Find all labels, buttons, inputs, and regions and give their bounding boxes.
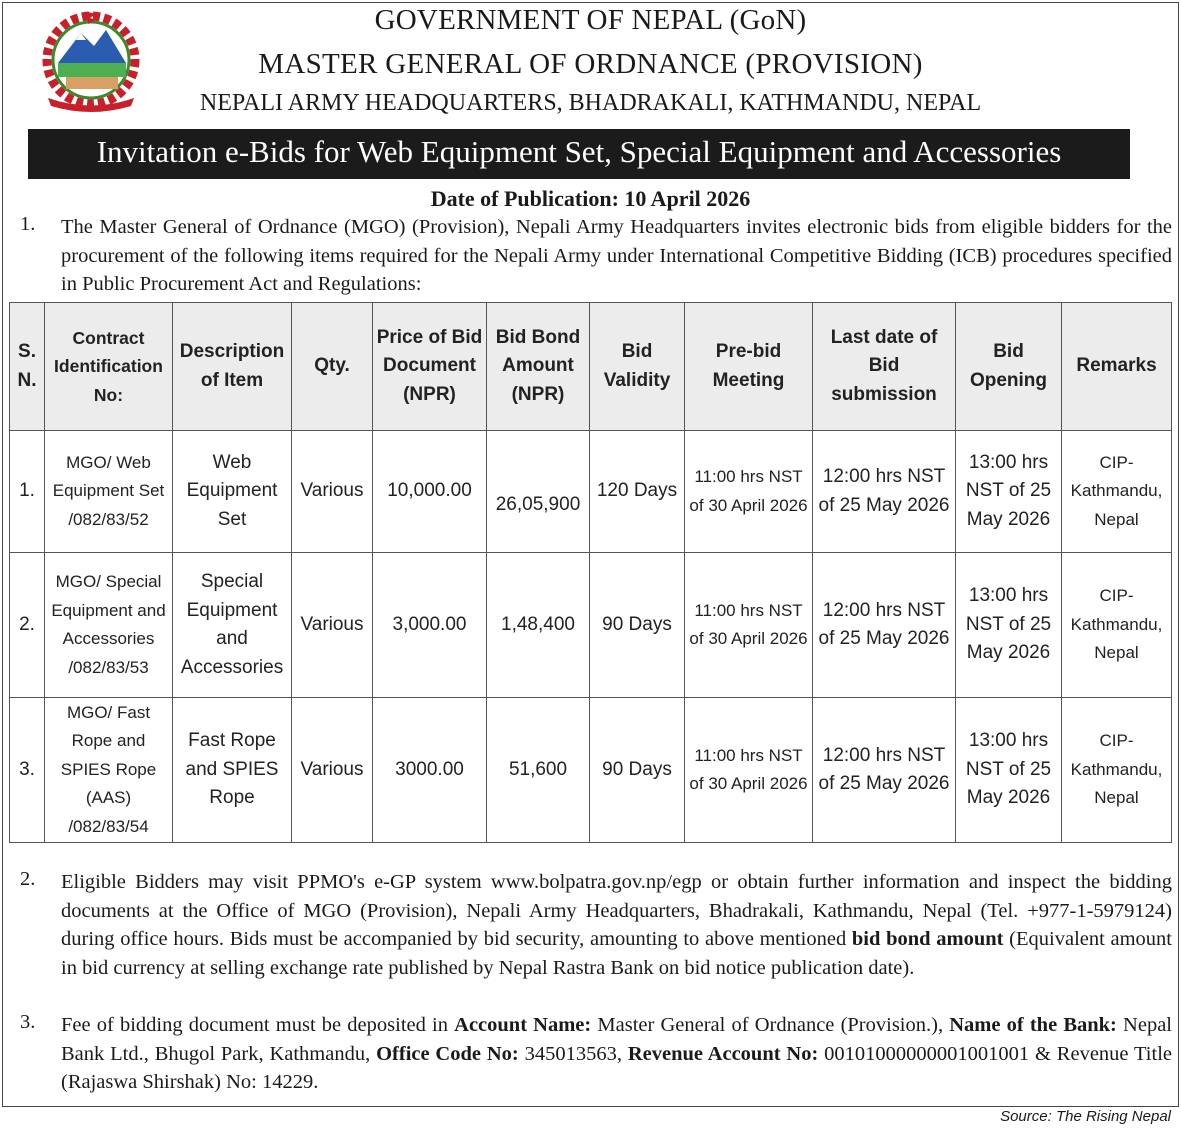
publication-date: Date of Publication: 10 April 2026 [430,186,751,211]
cell-validity: 90 Days [590,698,685,843]
col-remarks: Remarks [1062,303,1172,431]
account-name-value: Master General of Ordnance (Provision.), [591,1014,950,1036]
cell-price: 10,000.00 [373,431,487,553]
para-3-text: Fee of bidding document must be deposited in [61,1014,455,1036]
cell-price: 3,000.00 [373,553,487,698]
cell-prebid: 11:00 hrs NST of 30 April 2026 [685,553,813,698]
source-credit: Source: The Rising Nepal [1000,1108,1171,1125]
table-row [10,431,1172,553]
para-3-number: 3. [20,1011,36,1033]
cell-remarks: CIP-Kathmandu, Nepal [1062,553,1172,698]
col-last-date: Last date of Bid submission [813,303,956,431]
cell-description: Fast Rope and SPIES Rope [173,698,292,843]
para-2-bold: bid bond amount [851,928,1004,950]
col-sn: S. N. [10,303,45,431]
cell-price: 3000.00 [373,698,487,843]
cell-opening: 13:00 hrs NST of 25 May 2026 [956,431,1062,553]
para-1-number: 1. [20,213,36,235]
cell-last-date: 12:00 hrs NST of 25 May 2026 [813,431,956,553]
cell-qty: Various [292,431,373,553]
para-2-number: 2. [20,868,36,890]
col-prebid: Pre-bid Meeting [685,303,813,431]
para-2-text: Eligible Bidders may visit PPMO's e-GP system www.bolpatra.gov.np/egp or obtain further information and inspect the bidding documents at the Office of MGO (Provision), Nepali Army Headquarters, Bhadrakali, Kathmandu, Nepal (Tel. +977-1-5979124) during office hours. Bids must be accompanied by bid security, amounting to above mentioned [61,871,1172,950]
col-validity: Bid Validity [590,303,685,431]
cell-contract-id: MGO/ Web Equipment Set /082/83/52 [45,431,173,553]
cell-bid-bond: 51,600 [487,698,590,843]
cell-prebid: 11:00 hrs NST of 30 April 2026 [685,698,813,843]
cell-remarks: CIP-Kathmandu, Nepal [1062,431,1172,553]
cell-validity: 120 Days [590,431,685,553]
cell-contract-id: MGO/ Fast Rope and SPIES Rope (AAS) /082/83/54 [45,698,173,843]
revenue-account-value: 00101000000001001001 & Revenue Title (Rajaswa Shirshak) No: 14229. [61,1042,1172,1093]
title-banner: Invitation e-Bids for Web Equipment Set, Special Equipment and Accessories [28,129,1130,179]
cell-sn: 3. [10,698,45,843]
header-address: NEPALI ARMY HEADQUARTERS, BHADRAKALI, KATHMANDU, NEPAL [199,90,982,116]
cell-qty: Various [292,553,373,698]
header-government: GOVERNMENT OF NEPAL (GoN) [374,4,807,36]
header-mgo: MASTER GENERAL OF ORDNANCE (PROVISION) [258,48,923,80]
bank-name-label: Name of the Bank: [949,1014,1117,1036]
table-header-row [10,303,1172,431]
cell-qty: Various [292,698,373,843]
office-code-value: 345013563, [518,1042,628,1065]
cell-description: Special Equipment and Accessories [173,553,292,698]
cell-sn: 2. [10,553,45,698]
bid-table [9,302,1172,843]
cell-contract-id: MGO/ Special Equipment and Accessories /082/83/53 [45,553,173,698]
para-3 [61,1011,1172,1097]
para-2 [61,868,1172,982]
cell-last-date: 12:00 hrs NST of 25 May 2026 [813,553,956,698]
cell-validity: 90 Days [590,553,685,698]
cell-bid-bond: 26,05,900 [487,431,590,553]
cell-opening: 13:00 hrs NST of 25 May 2026 [956,553,1062,698]
account-name-label: Account Name: [454,1014,592,1036]
para-1: The Master General of Ordnance (MGO) (Provision), Nepali Army Headquarters invites electronic bids from eligible bidders for the procurement of the following items required for the Nepali Army under International Competitive Bidding (ICB) procedures specified in Public Procurement Act and Regulations: [61,216,1172,295]
cell-description: Web Equipment Set [173,431,292,553]
cell-last-date: 12:00 hrs NST of 25 May 2026 [813,698,956,843]
col-price: Price of Bid Document (NPR) [373,303,487,431]
cell-opening: 13:00 hrs NST of 25 May 2026 [956,698,1062,843]
col-qty: Qty. [292,303,373,431]
para-2-text-end: (Equivalent amount in bid currency at selling exchange rate published by Nepal Rastra Bank on bid notice publication date). [61,928,1172,979]
col-opening: Bid Opening [956,303,1062,431]
col-description: Description of Item [173,303,292,431]
cell-remarks: CIP-Kathmandu, Nepal [1062,698,1172,843]
col-contract-id: Contract Identification No: [45,303,173,431]
cell-sn: 1. [10,431,45,553]
office-code-label: Office Code No: [376,1042,519,1065]
cell-bid-bond: 1,48,400 [487,553,590,698]
revenue-account-label: Revenue Account No: [627,1042,819,1065]
table-row [10,553,1172,698]
col-bid-bond: Bid Bond Amount (NPR) [487,303,590,431]
table-row [10,698,1172,843]
bank-name-value: Nepal Bank Ltd., Bhugol Park, Kathmandu, [61,1014,1172,1065]
cell-prebid: 11:00 hrs NST of 30 April 2026 [685,431,813,553]
